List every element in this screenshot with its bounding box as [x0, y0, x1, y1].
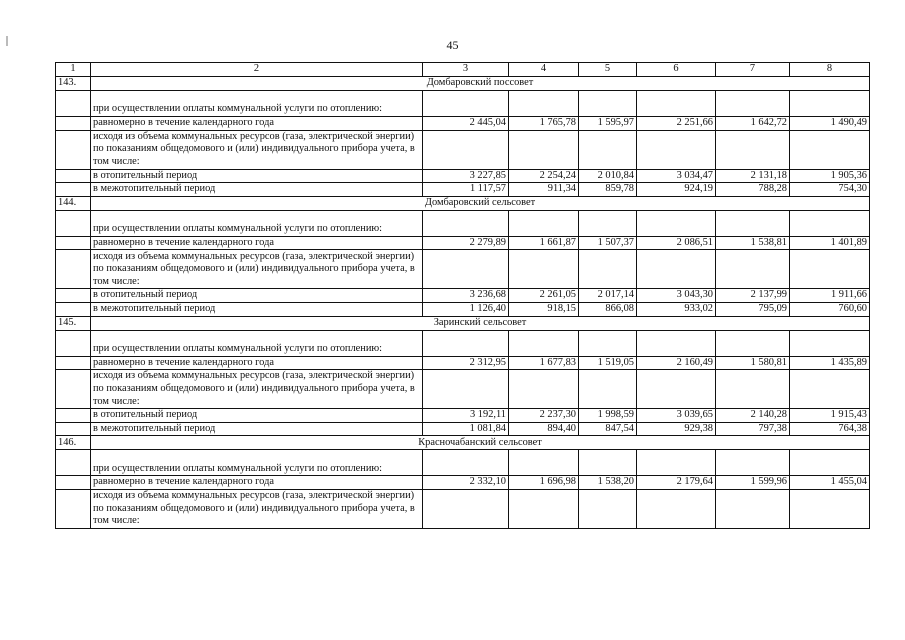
margin-mark	[6, 36, 8, 46]
value-cell	[579, 370, 637, 409]
value-cell	[579, 210, 637, 236]
value-cell: 2 131,18	[716, 169, 790, 183]
value-cell: 2 237,30	[509, 409, 579, 423]
value-cell: 2 332,10	[423, 476, 509, 490]
value-cell: 788,28	[716, 183, 790, 197]
value-cell	[423, 450, 509, 476]
value-cell	[423, 330, 509, 356]
value-cell: 754,30	[790, 183, 870, 197]
column-header-row	[56, 63, 870, 77]
value-cell	[790, 91, 870, 117]
row-label: в отопительный период	[91, 409, 423, 423]
group-number: 143.	[56, 77, 91, 91]
group-header-row	[56, 77, 870, 91]
value-cell: 797,38	[716, 422, 790, 436]
value-cell: 1 081,84	[423, 422, 509, 436]
row-label: равномерно в течение календарного года	[91, 117, 423, 131]
value-cell: 764,38	[790, 422, 870, 436]
row-label: исходя из объема коммунальных ресурсов (газа, электрической энергии) по показаниям общедомового и (или) индивидуального прибора учета, в том числе:	[91, 489, 423, 528]
value-cell	[637, 330, 716, 356]
row-label: при осуществлении оплаты коммунальной услуги по отоплению:	[91, 330, 423, 356]
value-cell: 911,34	[509, 183, 579, 197]
value-cell: 1 401,89	[790, 236, 870, 250]
table-body	[56, 63, 870, 529]
group-number: 144.	[56, 196, 91, 210]
index-cell	[56, 409, 91, 423]
value-cell: 2 010,84	[579, 169, 637, 183]
value-cell: 1 911,66	[790, 289, 870, 303]
value-cell	[790, 370, 870, 409]
index-cell	[56, 476, 91, 490]
value-cell	[716, 489, 790, 528]
value-cell	[579, 330, 637, 356]
value-cell: 2 137,99	[716, 289, 790, 303]
value-cell	[423, 130, 509, 169]
index-cell	[56, 422, 91, 436]
value-cell	[509, 330, 579, 356]
value-cell: 847,54	[579, 422, 637, 436]
index-cell	[56, 183, 91, 197]
value-cell: 1 595,97	[579, 117, 637, 131]
column-header: 3	[423, 63, 509, 77]
index-cell	[56, 289, 91, 303]
value-cell	[716, 450, 790, 476]
value-cell: 760,60	[790, 302, 870, 316]
group-header-row	[56, 436, 870, 450]
value-cell	[637, 250, 716, 289]
column-header: 1	[56, 63, 91, 77]
value-cell: 859,78	[579, 183, 637, 197]
tariff-table	[55, 62, 870, 529]
group-name: Заринский сельсовет	[91, 316, 870, 330]
row-label: исходя из объема коммунальных ресурсов (газа, электрической энергии) по показаниям общедомового и (или) индивидуального прибора учета, в том числе:	[91, 130, 423, 169]
value-cell: 2 279,89	[423, 236, 509, 250]
value-cell	[509, 210, 579, 236]
value-cell: 2 251,66	[637, 117, 716, 131]
value-cell: 1 642,72	[716, 117, 790, 131]
value-cell: 3 236,68	[423, 289, 509, 303]
row-label: при осуществлении оплаты коммунальной услуги по отоплению:	[91, 210, 423, 236]
value-cell	[790, 250, 870, 289]
value-cell: 3 039,65	[637, 409, 716, 423]
row-label: при осуществлении оплаты коммунальной услуги по отоплению:	[91, 91, 423, 117]
row-label: в межотопительный период	[91, 422, 423, 436]
table-row	[56, 210, 870, 236]
table-row	[56, 183, 870, 197]
value-cell	[637, 210, 716, 236]
value-cell	[716, 330, 790, 356]
value-cell: 2 140,28	[716, 409, 790, 423]
value-cell	[423, 370, 509, 409]
value-cell	[790, 489, 870, 528]
value-cell: 2 179,64	[637, 476, 716, 490]
value-cell	[637, 489, 716, 528]
column-header: 8	[790, 63, 870, 77]
value-cell: 2 017,14	[579, 289, 637, 303]
value-cell: 3 034,47	[637, 169, 716, 183]
value-cell: 1 580,81	[716, 356, 790, 370]
value-cell: 924,19	[637, 183, 716, 197]
table-row	[56, 409, 870, 423]
group-header-row	[56, 196, 870, 210]
table-row	[56, 476, 870, 490]
value-cell: 1 915,43	[790, 409, 870, 423]
value-cell: 1 661,87	[509, 236, 579, 250]
index-cell	[56, 169, 91, 183]
column-header: 4	[509, 63, 579, 77]
value-cell	[509, 489, 579, 528]
table-row	[56, 169, 870, 183]
value-cell: 1 538,81	[716, 236, 790, 250]
group-name: Красночабанский сельсовет	[91, 436, 870, 450]
value-cell: 2 254,24	[509, 169, 579, 183]
index-cell	[56, 356, 91, 370]
value-cell: 1 905,36	[790, 169, 870, 183]
value-cell	[423, 250, 509, 289]
row-label: в отопительный период	[91, 289, 423, 303]
group-number: 146.	[56, 436, 91, 450]
value-cell: 933,02	[637, 302, 716, 316]
value-cell	[790, 330, 870, 356]
value-cell	[790, 450, 870, 476]
table-row	[56, 130, 870, 169]
value-cell	[579, 489, 637, 528]
value-cell	[579, 130, 637, 169]
index-cell	[56, 450, 91, 476]
value-cell	[423, 489, 509, 528]
value-cell: 1 998,59	[579, 409, 637, 423]
index-cell	[56, 130, 91, 169]
value-cell: 1 519,05	[579, 356, 637, 370]
value-cell: 1 677,83	[509, 356, 579, 370]
value-cell	[579, 450, 637, 476]
value-cell: 1 126,40	[423, 302, 509, 316]
index-cell	[56, 302, 91, 316]
value-cell	[716, 250, 790, 289]
table-row	[56, 236, 870, 250]
value-cell: 1 455,04	[790, 476, 870, 490]
table-row	[56, 302, 870, 316]
value-cell	[579, 250, 637, 289]
value-cell: 2 086,51	[637, 236, 716, 250]
value-cell: 1 696,98	[509, 476, 579, 490]
column-header: 6	[637, 63, 716, 77]
value-cell	[509, 370, 579, 409]
value-cell: 894,40	[509, 422, 579, 436]
row-label: в отопительный период	[91, 169, 423, 183]
value-cell: 929,38	[637, 422, 716, 436]
table-row	[56, 450, 870, 476]
value-cell	[423, 91, 509, 117]
value-cell: 918,15	[509, 302, 579, 316]
table-row	[56, 489, 870, 528]
value-cell	[423, 210, 509, 236]
value-cell: 1 599,96	[716, 476, 790, 490]
index-cell	[56, 210, 91, 236]
value-cell	[716, 130, 790, 169]
row-label: равномерно в течение календарного года	[91, 476, 423, 490]
value-cell: 3 192,11	[423, 409, 509, 423]
value-cell	[790, 210, 870, 236]
row-label: в межотопительный период	[91, 183, 423, 197]
index-cell	[56, 330, 91, 356]
value-cell	[509, 450, 579, 476]
value-cell: 1 117,57	[423, 183, 509, 197]
group-number: 145.	[56, 316, 91, 330]
value-cell	[509, 250, 579, 289]
index-cell	[56, 370, 91, 409]
column-header: 2	[91, 63, 423, 77]
value-cell: 2 160,49	[637, 356, 716, 370]
index-cell	[56, 91, 91, 117]
value-cell	[637, 370, 716, 409]
value-cell: 1 765,78	[509, 117, 579, 131]
table-row	[56, 117, 870, 131]
value-cell	[637, 450, 716, 476]
table-row	[56, 250, 870, 289]
row-label: равномерно в течение календарного года	[91, 356, 423, 370]
column-header: 7	[716, 63, 790, 77]
value-cell: 1 538,20	[579, 476, 637, 490]
column-header: 5	[579, 63, 637, 77]
value-cell: 2 312,95	[423, 356, 509, 370]
value-cell: 2 261,05	[509, 289, 579, 303]
value-cell	[509, 91, 579, 117]
value-cell: 3 043,30	[637, 289, 716, 303]
row-label: исходя из объема коммунальных ресурсов (газа, электрической энергии) по показаниям общедомового и (или) индивидуального прибора учета, в том числе:	[91, 370, 423, 409]
table-row	[56, 289, 870, 303]
value-cell	[579, 91, 637, 117]
table-row	[56, 356, 870, 370]
value-cell: 3 227,85	[423, 169, 509, 183]
value-cell: 1 435,89	[790, 356, 870, 370]
value-cell: 2 445,04	[423, 117, 509, 131]
group-name: Домбаровский поссовет	[91, 77, 870, 91]
value-cell: 795,09	[716, 302, 790, 316]
table-row	[56, 330, 870, 356]
table-row	[56, 91, 870, 117]
index-cell	[56, 489, 91, 528]
value-cell	[716, 210, 790, 236]
value-cell: 1 507,37	[579, 236, 637, 250]
group-header-row	[56, 316, 870, 330]
value-cell	[790, 130, 870, 169]
row-label: исходя из объема коммунальных ресурсов (газа, электрической энергии) по показаниям общедомового и (или) индивидуального прибора учета, в том числе:	[91, 250, 423, 289]
row-label: в межотопительный период	[91, 302, 423, 316]
index-cell	[56, 250, 91, 289]
page-number: 45	[446, 38, 459, 52]
value-cell	[637, 91, 716, 117]
table-row	[56, 370, 870, 409]
row-label: при осуществлении оплаты коммунальной услуги по отоплению:	[91, 450, 423, 476]
value-cell: 1 490,49	[790, 117, 870, 131]
index-cell	[56, 117, 91, 131]
value-cell	[509, 130, 579, 169]
value-cell: 866,08	[579, 302, 637, 316]
table-row	[56, 422, 870, 436]
value-cell	[716, 370, 790, 409]
value-cell	[637, 130, 716, 169]
row-label: равномерно в течение календарного года	[91, 236, 423, 250]
value-cell	[716, 91, 790, 117]
group-name: Домбаровский сельсовет	[91, 196, 870, 210]
index-cell	[56, 236, 91, 250]
